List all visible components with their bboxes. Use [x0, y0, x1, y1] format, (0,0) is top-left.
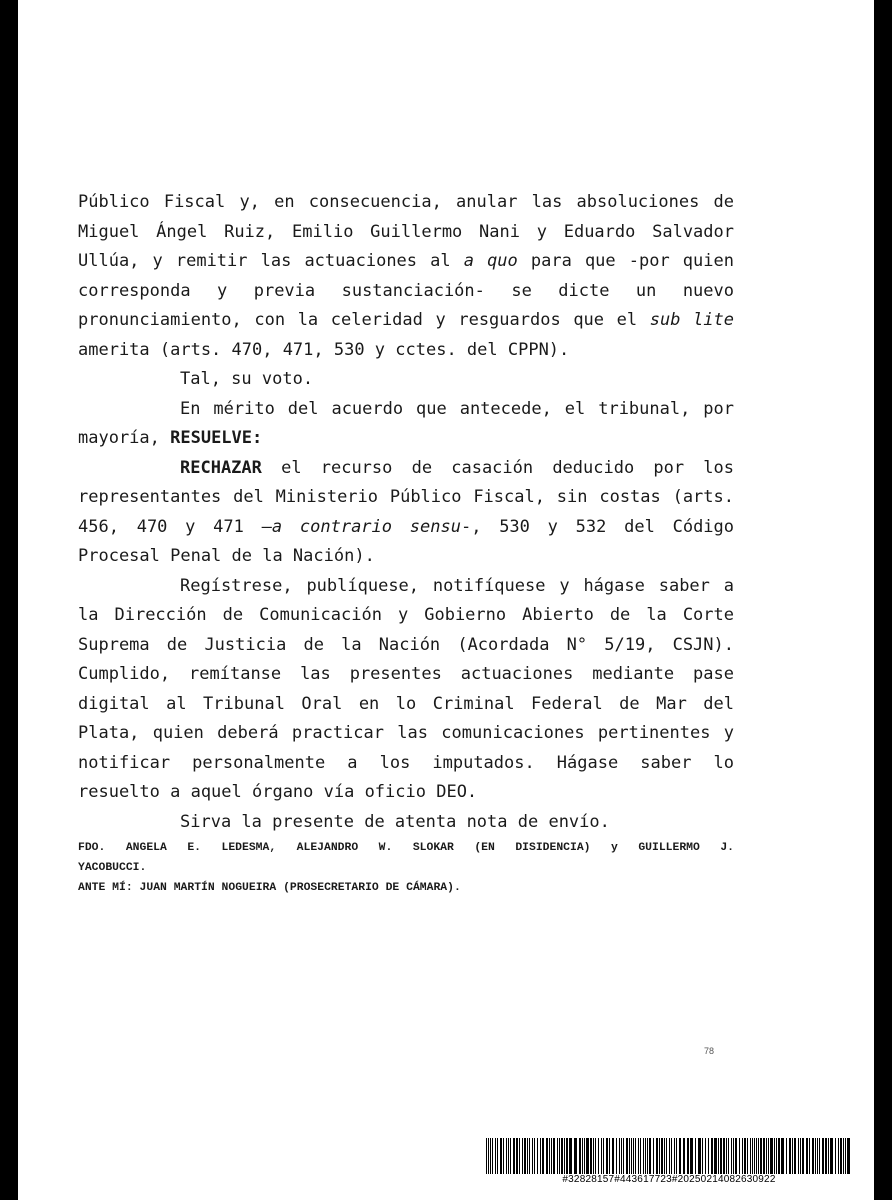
signature-line-2: YACOBUCCI. — [78, 862, 147, 874]
paragraph-resolves — [78, 395, 734, 454]
text-run: En mérito del acuerdo que antecede, el tribunal, por mayoría, — [78, 398, 734, 448]
text-run: para que -por quien corresponda y previa sustanciación- se dicte un nuevo pronunciamiento, con la celeridad y resguardos que el — [78, 251, 734, 330]
signature-line-3: ANTE MÍ: JUAN MARTÍN NOGUEIRA (PROSECRETARIO DE CÁMARA). — [78, 882, 461, 894]
barcode-bars — [484, 1138, 854, 1174]
text-run: el recurso de casación deducido por los representantes del Ministerio Público Fiscal, sin costas (arts. 456, 470 y 471 – — [78, 457, 734, 537]
signature-line-1: FDO. ANGELA E. LEDESMA, ALEJANDRO W. SLOKAR (EN DISIDENCIA) y GUILLERMO J. — [78, 842, 734, 854]
barcode — [484, 1138, 854, 1186]
barcode-text: #32828157#443617723#20250214082630922 — [562, 1174, 776, 1185]
paragraph-rechazar — [78, 454, 734, 572]
text-run: Público Fiscal y, en consecuencia, anular las absoluciones de Miguel Ángel Ruiz, Emilio Guillermo Nani y Eduardo Salvador Ullúa, y remitir las actuaciones al — [78, 192, 734, 271]
document-page — [18, 0, 874, 1200]
paragraph-vote: Tal, su voto. — [180, 369, 314, 389]
text-run: amerita (arts. 470, 471, 530 y cctes. del CPPN). — [78, 339, 570, 360]
signature-block — [78, 838, 734, 898]
paragraph-sirva: Sirva la presente de atenta nota de envío. — [180, 811, 610, 832]
page-number: 78 — [704, 1046, 715, 1056]
paragraph-conclusion — [78, 188, 734, 365]
italic-a-contrario: a contrario sensu — [271, 516, 461, 537]
italic-sub-lite: sub lite — [649, 310, 734, 330]
document-body — [78, 188, 734, 837]
text-run: -, 530 y 532 del Código Procesal Penal de la Nación). — [78, 516, 735, 566]
italic-a-quo: a quo — [463, 251, 518, 271]
paragraph-registrese: Regístrese, publíquese, notifíquese y hágase saber a la Dirección de Comunicación y Gobierno Abierto de la Corte Suprema de Justicia de la Nación (Acordada N° 5/19, CSJN). Cumplido, remítanse las presentes actuaciones mediante pase digital al Tribunal Oral en lo Criminal Federal de Mar del Plata, quien deberá practicar las comunicaciones pertinentes y notificar personalmente a los imputados. Hágase saber lo resuelto a aquel órgano vía oficio DEO. — [78, 575, 734, 802]
rechazar-label: RECHAZAR — [180, 457, 262, 478]
resuelve-label: RESUELVE: — [170, 428, 263, 448]
